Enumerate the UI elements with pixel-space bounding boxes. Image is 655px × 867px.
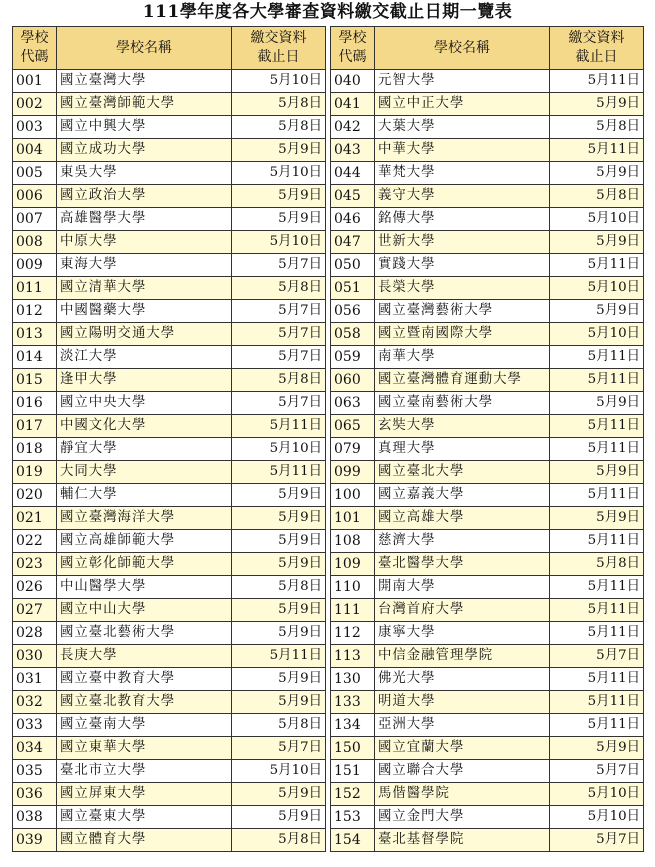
school-name-cell: 明道大學 (375, 691, 550, 714)
table-row (331, 323, 644, 346)
school-code-cell: 012 (13, 300, 57, 323)
deadline-cell: 5月11日 (550, 254, 644, 277)
table-row (13, 346, 326, 369)
table-row (13, 208, 326, 231)
school-name-cell: 國立中央大學 (57, 392, 232, 415)
deadline-cell: 5月9日 (232, 185, 326, 208)
school-name-cell: 國立臺北教育大學 (57, 691, 232, 714)
deadline-cell: 5月11日 (550, 70, 644, 93)
table-row (331, 714, 644, 737)
school-name-cell: 國立高雄師範大學 (57, 530, 232, 553)
school-code-cell: 051 (331, 277, 375, 300)
deadline-cell: 5月9日 (232, 484, 326, 507)
deadline-cell: 5月10日 (550, 277, 644, 300)
school-code-cell: 001 (13, 70, 57, 93)
table-row (331, 622, 644, 645)
school-name-cell: 中華大學 (375, 139, 550, 162)
table-row (13, 438, 326, 461)
school-code-cell: 026 (13, 576, 57, 599)
school-code-cell: 017 (13, 415, 57, 438)
table-row (331, 162, 644, 185)
school-name-cell: 國立陽明交通大學 (57, 323, 232, 346)
school-name-cell: 長榮大學 (375, 277, 550, 300)
table-row (13, 461, 326, 484)
school-code-cell: 153 (331, 806, 375, 829)
deadline-cell: 5月11日 (550, 484, 644, 507)
deadline-cell: 5月9日 (550, 162, 644, 185)
school-name-cell: 台灣首府大學 (375, 599, 550, 622)
deadline-cell: 5月9日 (232, 599, 326, 622)
deadline-cell: 5月9日 (550, 737, 644, 760)
table-row (13, 392, 326, 415)
table-row (13, 576, 326, 599)
deadline-cell: 5月11日 (550, 530, 644, 553)
school-code-cell: 150 (331, 737, 375, 760)
table-row (331, 254, 644, 277)
school-name-cell: 國立清華大學 (57, 277, 232, 300)
school-code-cell: 060 (331, 369, 375, 392)
school-name-cell: 真理大學 (375, 438, 550, 461)
school-name-cell: 康寧大學 (375, 622, 550, 645)
school-name-cell: 中山醫學大學 (57, 576, 232, 599)
school-name-cell: 國立臺灣師範大學 (57, 93, 232, 116)
school-code-cell: 047 (331, 231, 375, 254)
deadline-cell: 5月10日 (550, 323, 644, 346)
school-name-cell: 淡江大學 (57, 346, 232, 369)
header-date-line2: 截止日 (575, 49, 618, 65)
deadline-cell: 5月9日 (550, 392, 644, 415)
header-code-line1: 學校 (20, 30, 49, 46)
table-row (13, 300, 326, 323)
school-code-cell: 018 (13, 438, 57, 461)
table-row (13, 185, 326, 208)
deadline-cell: 5月11日 (550, 599, 644, 622)
table-row (331, 93, 644, 116)
deadline-cell: 5月11日 (550, 346, 644, 369)
school-code-cell: 005 (13, 162, 57, 185)
table-row (13, 668, 326, 691)
table-row (331, 116, 644, 139)
school-code-cell: 028 (13, 622, 57, 645)
deadline-cell: 5月7日 (550, 645, 644, 668)
school-name-cell: 國立彰化師範大學 (57, 553, 232, 576)
table-row (13, 93, 326, 116)
table-row (331, 415, 644, 438)
table-row (331, 829, 644, 852)
deadline-cell: 5月11日 (550, 139, 644, 162)
school-name-cell: 華梵大學 (375, 162, 550, 185)
table-row (13, 599, 326, 622)
school-name-cell: 國立臺北藝術大學 (57, 622, 232, 645)
school-table-left (12, 26, 326, 852)
school-code-cell: 042 (331, 116, 375, 139)
deadline-cell: 5月8日 (232, 116, 326, 139)
school-name-cell: 國立臺中教育大學 (57, 668, 232, 691)
deadline-cell: 5月11日 (550, 369, 644, 392)
table-row (331, 461, 644, 484)
table-row (13, 162, 326, 185)
table-row (331, 484, 644, 507)
school-code-cell: 058 (331, 323, 375, 346)
school-code-cell: 044 (331, 162, 375, 185)
deadline-cell: 5月11日 (550, 668, 644, 691)
table-row (331, 300, 644, 323)
table-row (331, 553, 644, 576)
school-code-cell: 152 (331, 783, 375, 806)
school-code-cell: 023 (13, 553, 57, 576)
table-row (13, 714, 326, 737)
table-row (13, 231, 326, 254)
table-row (331, 576, 644, 599)
deadline-cell: 5月9日 (550, 461, 644, 484)
school-name-cell: 玄奘大學 (375, 415, 550, 438)
table-row (13, 645, 326, 668)
school-name-cell: 國立臺南藝術大學 (375, 392, 550, 415)
table-row (13, 737, 326, 760)
school-table-right (330, 26, 644, 852)
table-row (13, 415, 326, 438)
table-row (331, 760, 644, 783)
deadline-cell: 5月7日 (232, 737, 326, 760)
table-row (13, 323, 326, 346)
school-name-cell: 元智大學 (375, 70, 550, 93)
school-code-cell: 032 (13, 691, 57, 714)
school-name-cell: 大葉大學 (375, 116, 550, 139)
table-row (13, 691, 326, 714)
table-row (331, 231, 644, 254)
deadline-cell: 5月7日 (550, 829, 644, 852)
school-name-cell: 中國文化大學 (57, 415, 232, 438)
table-row (13, 116, 326, 139)
deadline-cell: 5月10日 (550, 208, 644, 231)
table-row (331, 737, 644, 760)
school-code-cell: 009 (13, 254, 57, 277)
school-name-cell: 國立中山大學 (57, 599, 232, 622)
school-name-cell: 大同大學 (57, 461, 232, 484)
deadline-cell: 5月7日 (232, 254, 326, 277)
school-code-cell: 004 (13, 139, 57, 162)
school-name-cell: 高雄醫學大學 (57, 208, 232, 231)
deadline-cell: 5月7日 (232, 300, 326, 323)
school-code-cell: 021 (13, 507, 57, 530)
deadline-cell: 5月7日 (232, 323, 326, 346)
school-name-cell: 靜宜大學 (57, 438, 232, 461)
table-row (331, 691, 644, 714)
school-code-cell: 111 (331, 599, 375, 622)
deadline-cell: 5月11日 (550, 415, 644, 438)
school-name-cell: 逢甲大學 (57, 369, 232, 392)
deadline-cell: 5月9日 (550, 507, 644, 530)
table-row (331, 438, 644, 461)
table-row (13, 70, 326, 93)
table-row (13, 254, 326, 277)
table-row (331, 346, 644, 369)
school-name-cell: 國立臺東大學 (57, 806, 232, 829)
school-name-cell: 輔仁大學 (57, 484, 232, 507)
deadline-cell: 5月8日 (550, 185, 644, 208)
school-code-cell: 013 (13, 323, 57, 346)
school-code-cell: 003 (13, 116, 57, 139)
table-row (331, 599, 644, 622)
school-code-cell: 151 (331, 760, 375, 783)
school-name-cell: 中國醫藥大學 (57, 300, 232, 323)
deadline-cell: 5月9日 (232, 208, 326, 231)
school-name-cell: 國立中興大學 (57, 116, 232, 139)
deadline-cell: 5月7日 (550, 760, 644, 783)
school-name-cell: 中信金融管理學院 (375, 645, 550, 668)
table-row (13, 760, 326, 783)
school-name-cell: 佛光大學 (375, 668, 550, 691)
table-row (13, 530, 326, 553)
school-name-cell: 國立體育大學 (57, 829, 232, 852)
deadline-cell: 5月8日 (232, 829, 326, 852)
table-row (331, 645, 644, 668)
table-row (331, 139, 644, 162)
school-name-cell: 國立臺灣海洋大學 (57, 507, 232, 530)
header-code-line1: 學校 (338, 30, 367, 46)
school-name-cell: 慈濟大學 (375, 530, 550, 553)
deadline-cell: 5月11日 (550, 691, 644, 714)
school-name-cell: 國立臺灣藝術大學 (375, 300, 550, 323)
school-name-cell: 國立高雄大學 (375, 507, 550, 530)
school-code-cell: 108 (331, 530, 375, 553)
deadline-cell: 5月8日 (232, 714, 326, 737)
school-code-cell: 007 (13, 208, 57, 231)
school-code-cell: 050 (331, 254, 375, 277)
school-name-cell: 國立聯合大學 (375, 760, 550, 783)
school-name-cell: 國立宜蘭大學 (375, 737, 550, 760)
deadline-tables (12, 26, 643, 862)
table-row (13, 277, 326, 300)
school-name-cell: 東海大學 (57, 254, 232, 277)
table-row (13, 369, 326, 392)
deadline-cell: 5月11日 (550, 714, 644, 737)
school-name-cell: 國立暨南國際大學 (375, 323, 550, 346)
school-name-cell: 國立金門大學 (375, 806, 550, 829)
school-name-cell: 義守大學 (375, 185, 550, 208)
school-name-cell: 國立臺灣大學 (57, 70, 232, 93)
deadline-cell: 5月7日 (232, 346, 326, 369)
deadline-cell: 5月10日 (550, 806, 644, 829)
school-code-cell: 034 (13, 737, 57, 760)
school-code-cell: 059 (331, 346, 375, 369)
table-row (13, 139, 326, 162)
deadline-cell: 5月10日 (232, 162, 326, 185)
table-row (331, 392, 644, 415)
school-name-cell: 長庚大學 (57, 645, 232, 668)
table-row (13, 622, 326, 645)
deadline-cell: 5月10日 (232, 760, 326, 783)
school-name-cell: 國立政治大學 (57, 185, 232, 208)
school-code-cell: 040 (331, 70, 375, 93)
school-code-cell: 022 (13, 530, 57, 553)
school-name-cell: 臺北醫學大學 (375, 553, 550, 576)
school-code-cell: 112 (331, 622, 375, 645)
header-school-code (331, 27, 375, 70)
school-code-cell: 113 (331, 645, 375, 668)
school-code-cell: 100 (331, 484, 375, 507)
table-row (331, 783, 644, 806)
deadline-cell: 5月11日 (232, 645, 326, 668)
school-code-cell: 130 (331, 668, 375, 691)
school-code-cell: 134 (331, 714, 375, 737)
school-code-cell: 016 (13, 392, 57, 415)
deadline-cell: 5月11日 (232, 415, 326, 438)
school-code-cell: 154 (331, 829, 375, 852)
header-deadline (232, 27, 326, 70)
school-name-cell: 國立臺灣體育運動大學 (375, 369, 550, 392)
school-code-cell: 041 (331, 93, 375, 116)
deadline-cell: 5月7日 (232, 392, 326, 415)
header-code-line2: 代碼 (338, 49, 367, 65)
school-code-cell: 015 (13, 369, 57, 392)
school-name-cell: 南華大學 (375, 346, 550, 369)
school-code-cell: 046 (331, 208, 375, 231)
school-code-cell: 033 (13, 714, 57, 737)
table-row (331, 208, 644, 231)
table-row (13, 553, 326, 576)
deadline-cell: 5月8日 (550, 553, 644, 576)
deadline-cell: 5月8日 (232, 277, 326, 300)
deadline-cell: 5月8日 (232, 93, 326, 116)
header-date-line2: 截止日 (257, 49, 300, 65)
school-code-cell: 006 (13, 185, 57, 208)
school-code-cell: 014 (13, 346, 57, 369)
table-row (331, 70, 644, 93)
deadline-cell: 5月10日 (232, 231, 326, 254)
school-name-cell: 實踐大學 (375, 254, 550, 277)
school-code-cell: 101 (331, 507, 375, 530)
school-name-cell: 國立中正大學 (375, 93, 550, 116)
school-name-cell: 臺北市立大學 (57, 760, 232, 783)
deadline-cell: 5月9日 (232, 668, 326, 691)
table-row (331, 185, 644, 208)
school-code-cell: 002 (13, 93, 57, 116)
header-code-line2: 代碼 (20, 49, 49, 65)
table-row (13, 806, 326, 829)
deadline-cell: 5月8日 (550, 116, 644, 139)
school-code-cell: 039 (13, 829, 57, 852)
table-row (13, 829, 326, 852)
school-name-cell: 國立成功大學 (57, 139, 232, 162)
school-code-cell: 133 (331, 691, 375, 714)
table-row (331, 507, 644, 530)
school-code-cell: 109 (331, 553, 375, 576)
deadline-cell: 5月9日 (550, 300, 644, 323)
deadline-cell: 5月9日 (232, 806, 326, 829)
header-date-line1: 繳交資料 (250, 30, 307, 46)
school-code-cell: 020 (13, 484, 57, 507)
header-deadline (550, 27, 644, 70)
school-code-cell: 038 (13, 806, 57, 829)
school-code-cell: 036 (13, 783, 57, 806)
table-row (13, 507, 326, 530)
page-title: 111學年度各大學審查資料繳交截止日期一覽表 (142, 2, 513, 22)
school-code-cell: 063 (331, 392, 375, 415)
deadline-cell: 5月9日 (232, 691, 326, 714)
deadline-cell: 5月9日 (550, 93, 644, 116)
deadline-cell: 5月9日 (232, 530, 326, 553)
school-name-cell: 國立嘉義大學 (375, 484, 550, 507)
header-date-line1: 繳交資料 (568, 30, 625, 46)
school-code-cell: 110 (331, 576, 375, 599)
school-name-cell: 國立臺北大學 (375, 461, 550, 484)
table-row (13, 484, 326, 507)
deadline-cell: 5月9日 (232, 139, 326, 162)
deadline-cell: 5月10日 (232, 70, 326, 93)
header-school-code (13, 27, 57, 70)
school-name-cell: 東吳大學 (57, 162, 232, 185)
deadline-cell: 5月9日 (232, 622, 326, 645)
deadline-cell: 5月10日 (232, 438, 326, 461)
deadline-cell: 5月8日 (232, 576, 326, 599)
deadline-cell: 5月11日 (550, 438, 644, 461)
school-code-cell: 079 (331, 438, 375, 461)
school-code-cell: 027 (13, 599, 57, 622)
school-code-cell: 099 (331, 461, 375, 484)
school-name-cell: 開南大學 (375, 576, 550, 599)
school-code-cell: 008 (13, 231, 57, 254)
table-row (13, 783, 326, 806)
school-name-cell: 銘傳大學 (375, 208, 550, 231)
header-school-name: 學校名稱 (57, 27, 232, 70)
deadline-cell: 5月9日 (232, 553, 326, 576)
deadline-cell: 5月9日 (550, 231, 644, 254)
school-code-cell: 043 (331, 139, 375, 162)
school-name-cell: 亞洲大學 (375, 714, 550, 737)
school-name-cell: 臺北基督學院 (375, 829, 550, 852)
school-name-cell: 世新大學 (375, 231, 550, 254)
deadline-cell: 5月8日 (232, 369, 326, 392)
table-row (331, 277, 644, 300)
table-row (331, 806, 644, 829)
table-row (331, 369, 644, 392)
school-name-cell: 中原大學 (57, 231, 232, 254)
deadline-cell: 5月11日 (232, 461, 326, 484)
school-code-cell: 035 (13, 760, 57, 783)
school-code-cell: 019 (13, 461, 57, 484)
school-code-cell: 056 (331, 300, 375, 323)
header-school-name: 學校名稱 (375, 27, 550, 70)
school-code-cell: 031 (13, 668, 57, 691)
deadline-cell: 5月9日 (232, 783, 326, 806)
school-code-cell: 065 (331, 415, 375, 438)
school-code-cell: 030 (13, 645, 57, 668)
deadline-cell: 5月11日 (550, 576, 644, 599)
table-row (331, 668, 644, 691)
school-code-cell: 011 (13, 277, 57, 300)
deadline-cell: 5月10日 (550, 783, 644, 806)
school-name-cell: 國立屏東大學 (57, 783, 232, 806)
table-row (331, 530, 644, 553)
school-name-cell: 國立臺南大學 (57, 714, 232, 737)
table-header-row (13, 27, 326, 70)
deadline-cell: 5月9日 (232, 507, 326, 530)
school-code-cell: 045 (331, 185, 375, 208)
school-name-cell: 馬偕醫學院 (375, 783, 550, 806)
school-name-cell: 國立東華大學 (57, 737, 232, 760)
table-header-row (331, 27, 644, 70)
deadline-cell: 5月11日 (550, 622, 644, 645)
